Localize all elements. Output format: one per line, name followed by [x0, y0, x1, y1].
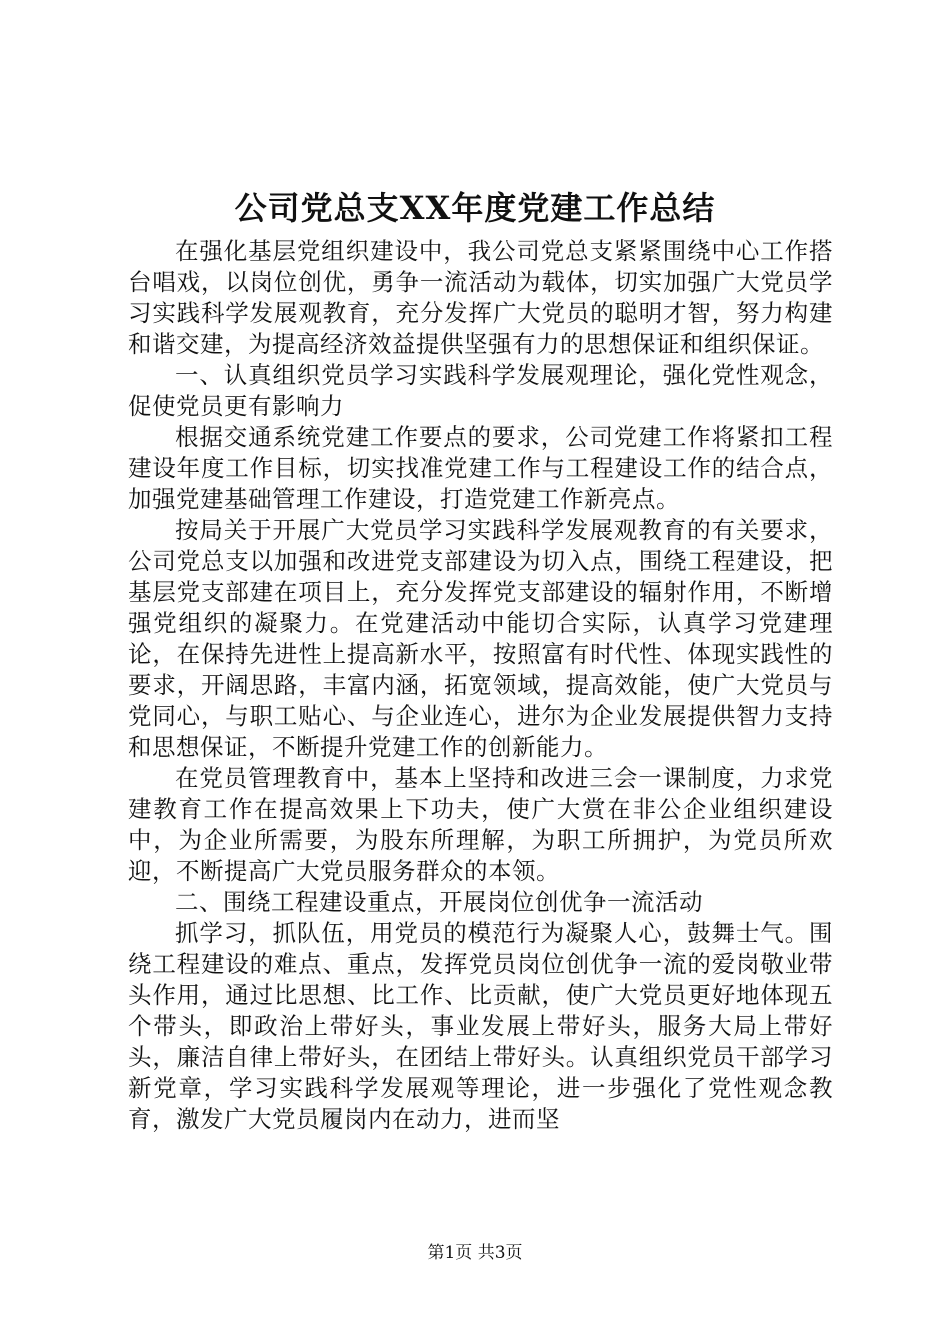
section-heading-2: 二、围绕工程建设重点，开展岗位创优争一流活动 — [175, 888, 703, 916]
paragraph-4: 在党员管理教育中，基本上坚持和改进三会一课制度，力求党建教育工作在提高效果上下功夫，使广大赏在非公企业组织建设中，为企业所需要，为股东所理解，为职工所拥护，为党员所欢迎，不断提高广大党员服务群众的本领。 — [128, 764, 833, 885]
document-title: 公司党总支XX年度党建工作总结 — [234, 189, 716, 227]
paragraph-2: 根据交通系统党建工作要点的要求，公司党建工作将紧扣工程建设年度工作目标，切实找准党建工作与工程建设工作的结合点，加强党建基础管理工作建设，打造党建工作新亮点。 — [128, 423, 833, 513]
paragraph-3: 按局关于开展广大党员学习实践科学发展观教育的有关要求，公司党总支以加强和改进党支部建设为切入点，围绕工程建设，把基层党支部建在项目上，充分发挥党支部建设的辐射作用，不断增强党组织的凝聚力。在党建活动中能切合实际，认真学习党建理论，在保持先进性上提高新水平，按照富有时代性、体现实践性的要求，开阔思路，丰富内涵，拓宽领域，提高效能，使广大党员与党同心，与职工贴心、与企业连心，进尔为企业发展提供智力支持和思想保证，不断提升党建工作的创新能力。 — [128, 516, 833, 761]
page-number-footer: 第1页 共3页 — [427, 1243, 523, 1263]
document-body — [128, 236, 833, 1135]
section-heading-1: 一、认真组织党员学习实践科学发展观理论，强化党性观念，促使党员更有影响力 — [128, 361, 833, 420]
paragraph-intro: 在强化基层党组织建设中，我公司党总支紧紧围绕中心工作搭台唱戏，以岗位创优，勇争一流活动为载体，切实加强广大党员学习实践科学发展观教育，充分发挥广大党员的聪明才智，努力构建和谐交建，为提高经济效益提供坚强有力的思想保证和组织保证。 — [128, 237, 833, 358]
paragraph-6: 抓学习，抓队伍，用党员的模范行为凝聚人心，鼓舞士气。围绕工程建设的难点、重点，发挥党员岗位创优争一流的爱岗敬业带头作用，通过比思想、比工作、比贡献，使广大党员更好地体现五个带头，即政治上带好头，事业发展上带好头，服务大局上带好头，廉洁自律上带好头，在团结上带好头。认真组织党员干部学习新党章，学习实践科学发展观等理论，进一步强化了党性观念教育，激发广大党员履岗内在动力，进而坚 — [128, 919, 833, 1133]
